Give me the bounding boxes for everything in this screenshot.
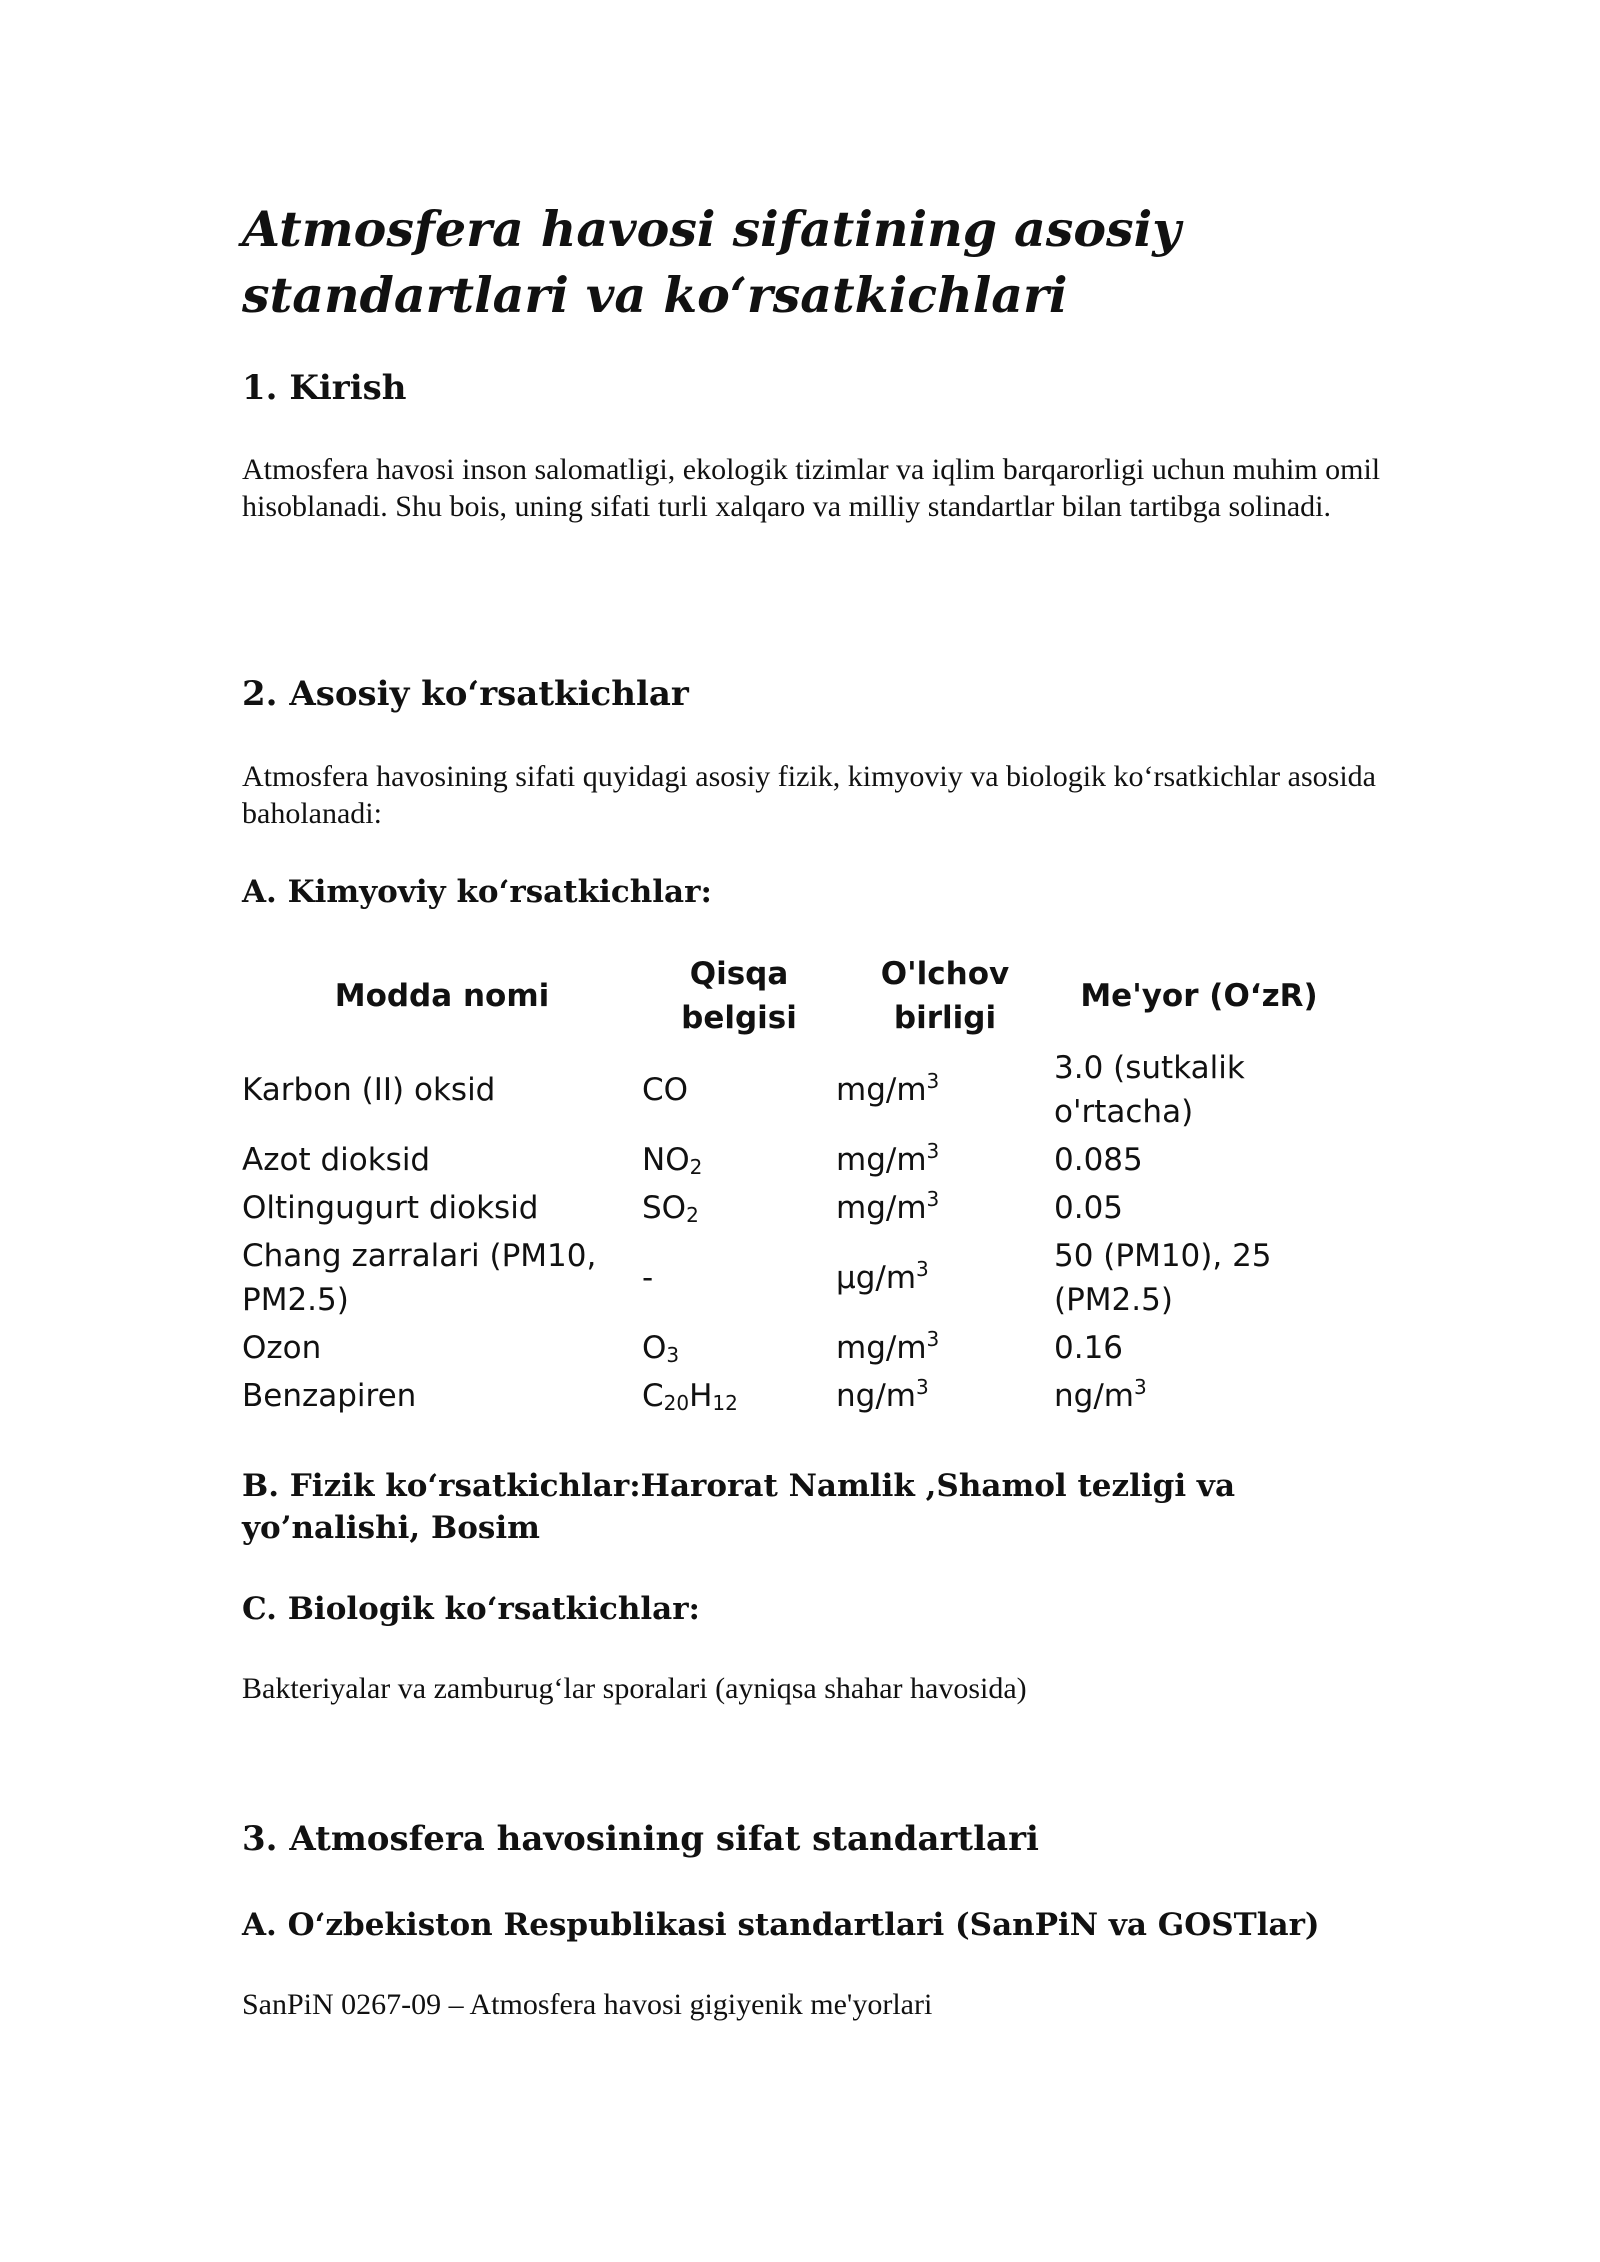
- cell-norm: 3.0 (sutkalik o'rtacha): [1054, 1050, 1245, 1130]
- cell-substance-name: Azot dioksid: [242, 1142, 431, 1178]
- symbol-hydrogen: H: [689, 1378, 713, 1414]
- unit-base: µg/m: [836, 1260, 917, 1296]
- physical-indicators-heading: B. Fizik ko‘rsatkichlar:Harorat Namlik ,Shamol tezligi va yo’nalishi, Bosim: [242, 1468, 1236, 1546]
- unit-exponent: 3: [926, 1187, 940, 1211]
- column-header-symbol: Qisqa belgisi: [681, 956, 797, 1036]
- cell-substance-name: Chang zarralari (PM10, PM2.5): [242, 1238, 597, 1318]
- column-header-unit: O'lchov birligi: [880, 956, 1010, 1036]
- symbol-base: SO: [642, 1190, 687, 1226]
- unit-base: mg/m: [836, 1330, 927, 1366]
- norm-exponent: 3: [1133, 1375, 1147, 1399]
- symbol-hydrogen-subscript: 12: [712, 1391, 738, 1415]
- cell-norm: 0.16: [1054, 1330, 1124, 1366]
- cell-substance-name: Ozon: [242, 1330, 322, 1366]
- unit-exponent: 3: [915, 1375, 929, 1399]
- cell-norm: [1054, 1372, 1344, 1420]
- table-row: [242, 1136, 1344, 1184]
- unit-base: ng/m: [836, 1378, 916, 1414]
- unit-exponent: 3: [926, 1327, 940, 1351]
- section-heading-standards: 3. Atmosfera havosining sifat standartlari: [242, 1819, 1039, 1859]
- norm-base: ng/m: [1054, 1378, 1134, 1414]
- section-heading-intro: 1. Kirish: [242, 368, 407, 408]
- table-row: [242, 1324, 1344, 1372]
- table-header-row: [242, 948, 1344, 1044]
- symbol-base: NO: [642, 1142, 690, 1178]
- unit-exponent: 3: [926, 1139, 940, 1163]
- symbol-subscript: 3: [666, 1343, 680, 1367]
- cell-unit: [836, 1136, 1054, 1184]
- biological-indicators-heading: C. Biologik ko‘rsatkichlar:: [242, 1591, 700, 1627]
- symbol-subscript: 2: [686, 1203, 699, 1227]
- table-row: [242, 1044, 1344, 1136]
- cell-substance-name: Oltingugurt dioksid: [242, 1190, 539, 1226]
- cell-symbol: [642, 1372, 836, 1420]
- table-row: [242, 1232, 1344, 1324]
- cell-symbol: -: [642, 1260, 654, 1296]
- section-heading-indicators: 2. Asosiy ko‘rsatkichlar: [242, 674, 689, 714]
- symbol-carbon: C: [642, 1378, 664, 1414]
- unit-exponent: 3: [926, 1069, 940, 1093]
- unit-exponent: 3: [916, 1257, 929, 1281]
- biological-paragraph: Bakteriyalar va zamburug‘lar sporalari (ayniqsa shahar havosida): [242, 1672, 1027, 1705]
- symbol-carbon-subscript: 20: [663, 1391, 690, 1415]
- cell-norm: 50 (PM10), 25 (PM2.5): [1054, 1238, 1272, 1318]
- table-row: [242, 1184, 1344, 1232]
- cell-symbol: [642, 1136, 836, 1184]
- symbol-base: O: [642, 1330, 667, 1366]
- symbol-subscript: 2: [689, 1155, 703, 1179]
- unit-base: mg/m: [836, 1142, 927, 1178]
- cell-symbol: CO: [642, 1072, 689, 1108]
- cell-unit: [836, 1324, 1054, 1372]
- chemical-indicators-heading: A. Kimyoviy ko‘rsatkichlar:: [242, 874, 712, 910]
- cell-substance-name: Karbon (II) oksid: [242, 1072, 496, 1108]
- sanpin-paragraph: SanPiN 0267-09 – Atmosfera havosi gigiyenik me'yorlari: [242, 1988, 933, 2021]
- cell-norm: 0.085: [1054, 1142, 1143, 1178]
- table-row: [242, 1372, 1344, 1420]
- column-header-norm: Me'yor (O‘zR): [1080, 978, 1318, 1014]
- cell-symbol: [642, 1324, 836, 1372]
- column-header-name: Modda nomi: [334, 978, 550, 1014]
- cell-unit: [836, 1232, 1054, 1324]
- document-title: Atmosfera havosi sifatining asosiy standartlari va ko‘rsatkichlari: [242, 200, 1181, 324]
- uzbekistan-standards-heading: A. O‘zbekiston Respublikasi standartlari (SanPiN va GOSTlar): [242, 1907, 1320, 1943]
- cell-unit: [836, 1184, 1054, 1232]
- cell-symbol: [642, 1184, 836, 1232]
- chemical-indicators-table: [242, 948, 1344, 1420]
- cell-unit: [836, 1044, 1054, 1136]
- cell-unit: [836, 1372, 1054, 1420]
- unit-base: mg/m: [836, 1190, 927, 1226]
- unit-base: mg/m: [836, 1072, 927, 1108]
- cell-norm: 0.05: [1054, 1190, 1124, 1226]
- intro-paragraph: Atmosfera havosi inson salomatligi, ekologik tizimlar va iqlim barqarorligi uchun muhim omil hisoblanadi. Shu bois, uning sifati turli xalqaro va milliy standartlar bilan tartibga solinadi.: [242, 453, 1381, 523]
- indicators-paragraph: Atmosfera havosining sifati quyidagi asosiy fizik, kimyoviy va biologik ko‘rsatkichlar asosida baholanadi:: [242, 760, 1376, 830]
- cell-substance-name: Benzapiren: [242, 1378, 417, 1414]
